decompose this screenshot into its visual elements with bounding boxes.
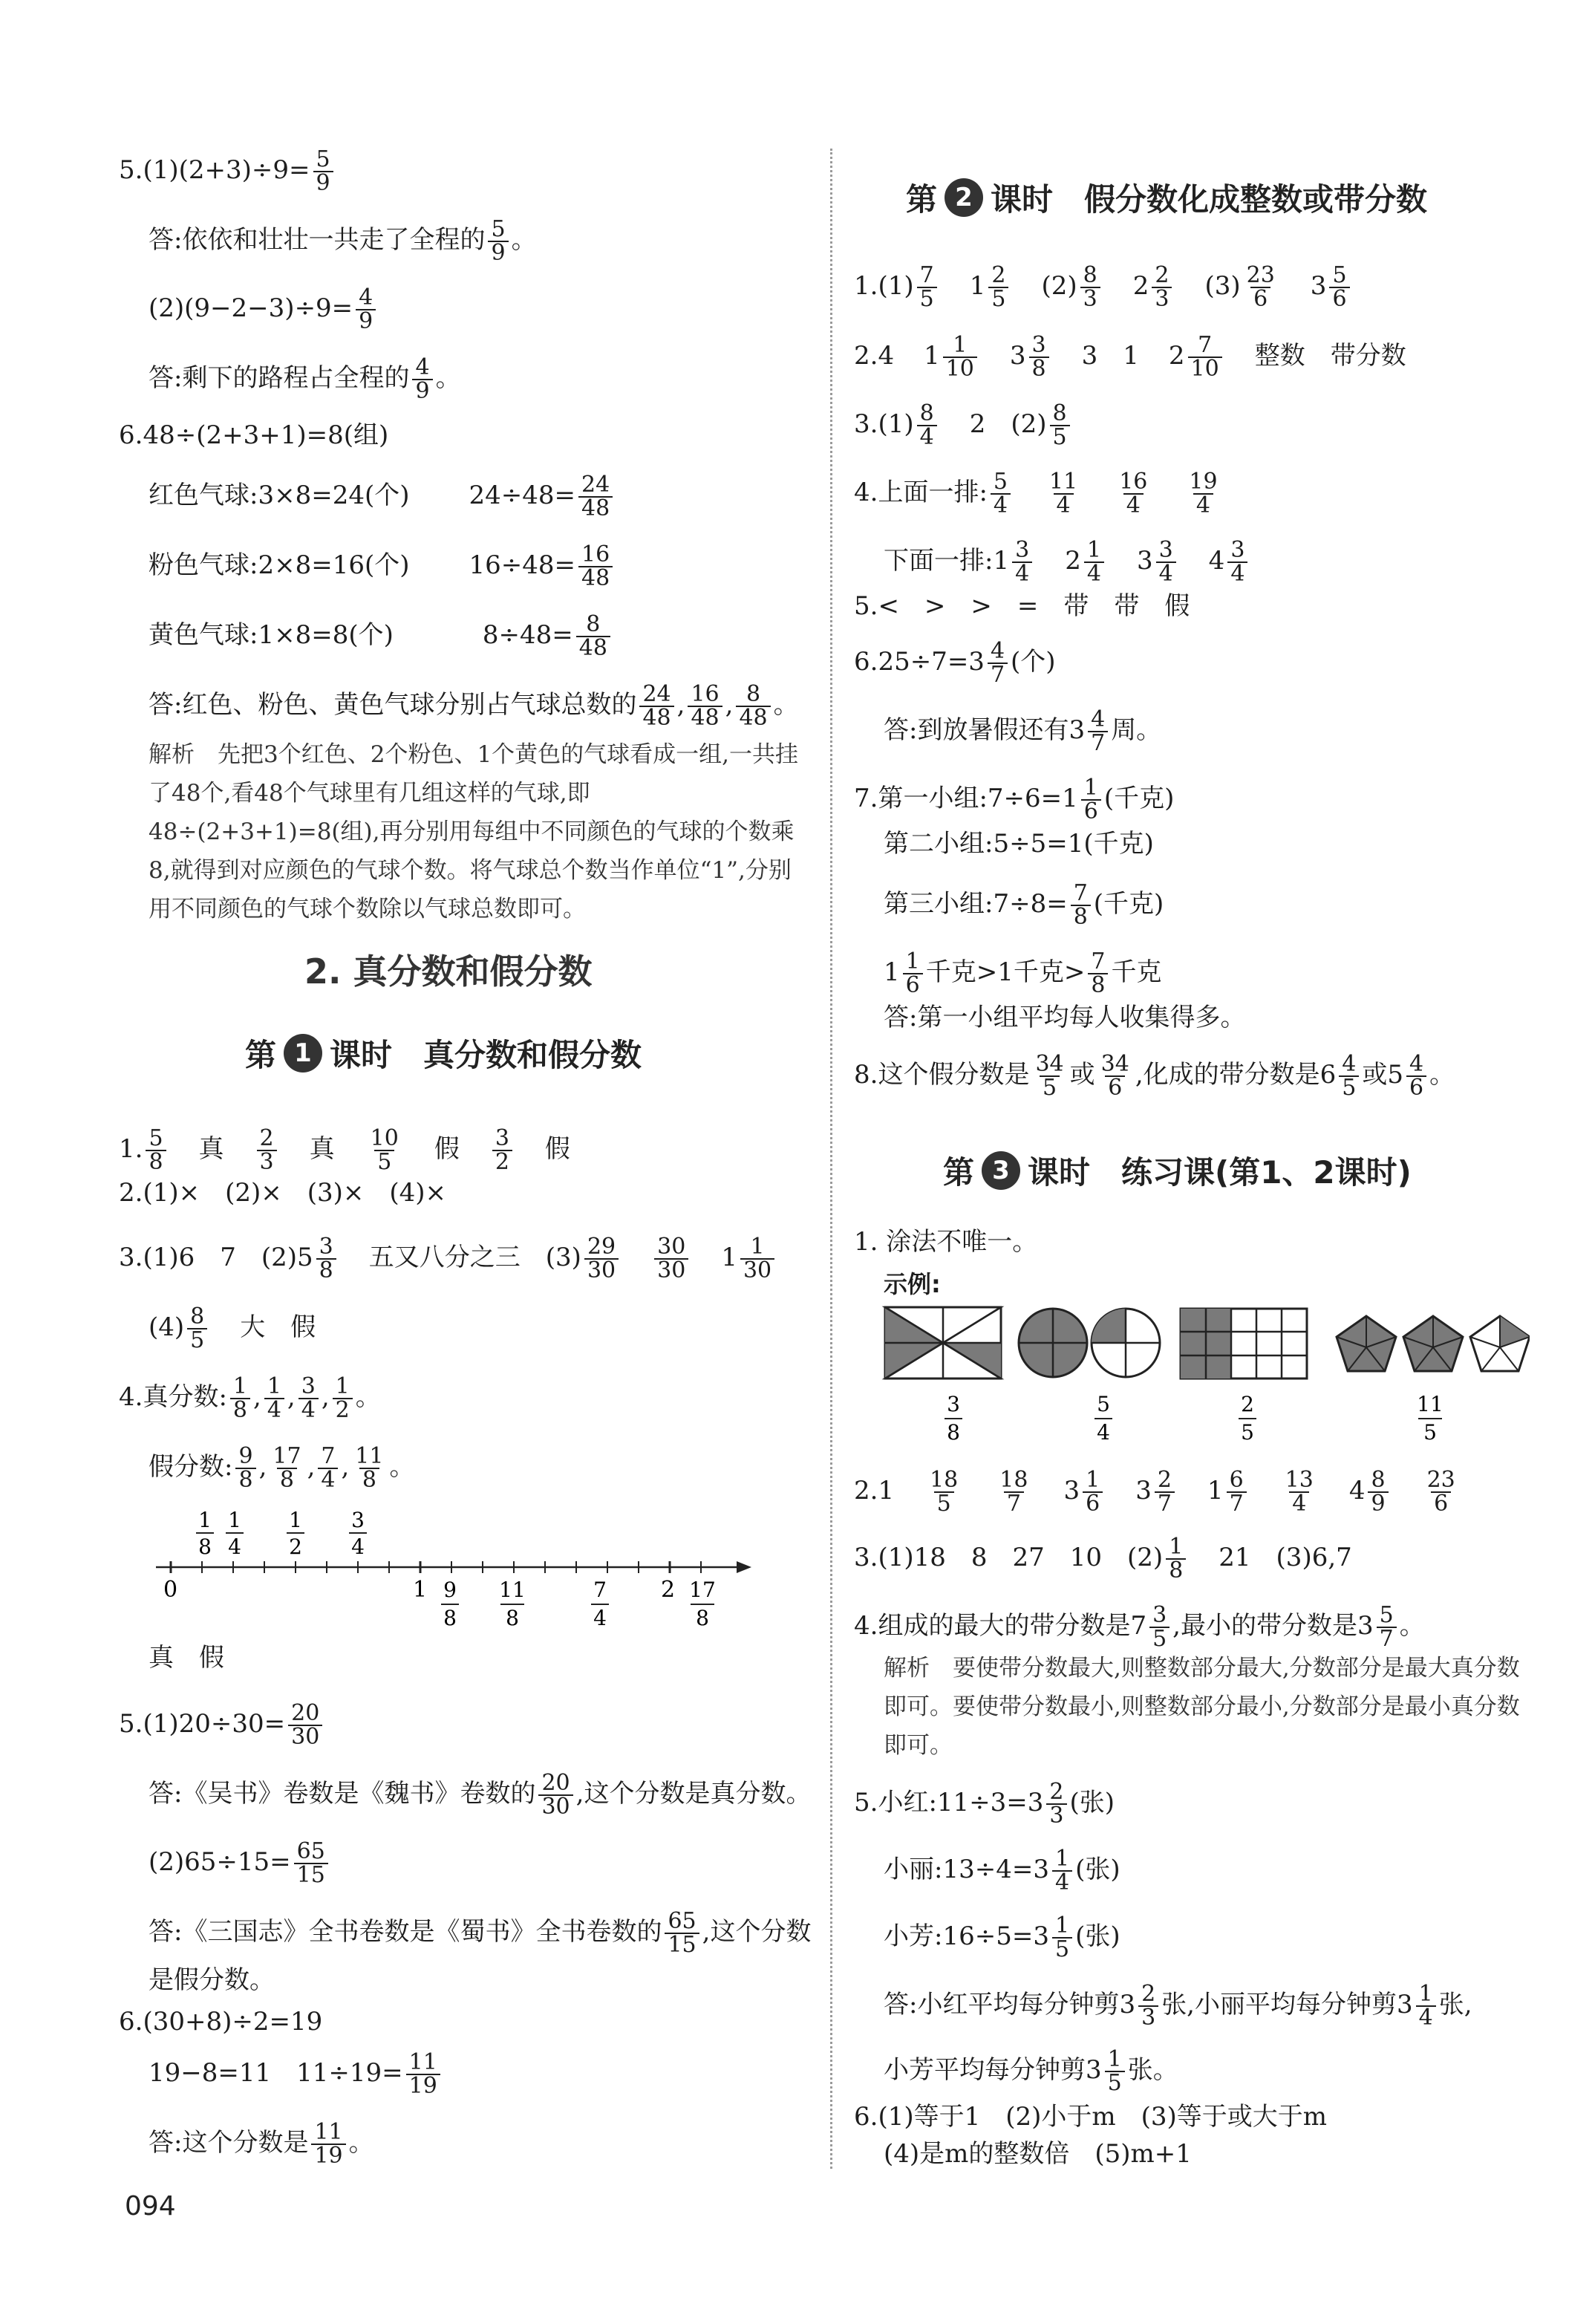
l1-q3b: (4) $\frac{8}{5}$ 大 假	[149, 1303, 316, 1353]
r-q7-line2: 第二小组:5÷5=1(千克)	[884, 829, 1154, 859]
lesson-number-badge: 3	[982, 1151, 1020, 1190]
left-q5-line4: 答:剩下的路程占全程的 $\frac{4}{9}$ 。	[149, 354, 461, 404]
fig-label-num: 2	[1241, 1392, 1254, 1416]
lesson-number-badge: 1	[284, 1034, 322, 1073]
r-q8: 8.这个假分数是 $\frac{34}{5}$ 或 $\frac{34}{6}$ ,化成的带分数是6 $\frac{4}{5}$ 或5 $\frac{4}{6}$ 。	[854, 1051, 1455, 1101]
fig-label-den: 4	[1097, 1420, 1110, 1445]
number-line-top-labels	[196, 1508, 367, 1559]
left-q6-yellow: 黄色气球:1×8=8(个) 8÷48= $\frac{8}{48}$	[149, 613, 613, 660]
nl-top-den: 8	[198, 1534, 212, 1559]
r-q4b: 下面一排:1 $\frac{3}{4}$ 2 $\frac{1}{4}$ 3 $\frac{3}{4}$ 4 $\frac{3}{4}$	[884, 539, 1250, 585]
left-q6-answer: 答:红色、粉色、黄色气球分别占气球总数的 $\frac{24}{48}$ , $\frac{16}{48}$ , $\frac{8}{48}$ 。	[149, 681, 799, 731]
nl-top-den: 4	[351, 1534, 365, 1559]
lesson-2-heading: 第 2 课时 假分数化成整数或带分数	[906, 175, 1427, 220]
fraction: $\frac{4}{9}$	[356, 287, 376, 333]
p4-analysis: 解析 要使带分数最大,则整数部分最大,分数部分是最大真分数即可。要使带分数最小,则整数部分最小,分数部分是最小真分数即可。	[884, 1655, 1520, 1759]
section-title: 2. 真分数和假分数	[304, 951, 593, 992]
number-line-two: 2	[661, 1577, 676, 1603]
p5-line2: 小丽:13÷4=3 $\frac{1}{4}$ (张)	[884, 1846, 1120, 1895]
r-q4a: 4.上面一排: $\frac{5}{4}$ $\frac{11}{4}$ $\frac{16}{4}$ $\frac{19}{4}$	[854, 469, 1218, 518]
nl-bottom-num: 7	[593, 1578, 607, 1602]
nl-top-den: 4	[228, 1534, 241, 1559]
left-q5-line1: 5.(1)(2+3)÷9= $\frac{5}{9}$	[119, 149, 336, 195]
l1-q6-line2: 19−8=11 11÷19= $\frac{11}{19}$	[149, 2051, 443, 2097]
left-q6-red: 红色气球:3×8=24(个) 24÷48= $\frac{24}{48}$	[149, 474, 616, 520]
nl-bottom-num: 11	[499, 1578, 526, 1602]
p2: 2.1 $\frac{18}{5}$ $\frac{18}{7}$ 3 $\frac{1}{6}$ 3 $\frac{2}{7}$ 1 $\frac{6}{7}$ $\frac{13}{4}$ 4 $\frac{8}{9}$ $\frac{23}{6}$	[854, 1467, 1455, 1517]
fraction: $\frac{4}{9}$	[412, 357, 432, 403]
l1-q2: 2.(1)× (2)× (3)× (4)×	[119, 1178, 447, 1208]
left-q5-line3: (2)(9−2−3)÷9= $\frac{4}{9}$	[149, 287, 379, 333]
fraction: $\frac{5}{9}$	[488, 218, 508, 264]
p6-line2: (4)是m的整数倍 (5)m+1	[884, 2139, 1192, 2169]
nl-bottom-den: 4	[593, 1606, 607, 1630]
figure-rectangle-eighths	[885, 1307, 1001, 1379]
p6-line1: 6.(1)等于1 (2)小于m (3)等于或大于m	[854, 2102, 1328, 2132]
fig-label-num: 5	[1097, 1392, 1110, 1416]
p5-line1: 5.小红:11÷3=3 $\frac{2}{3}$ (张)	[854, 1779, 1115, 1829]
nl-top-num: 1	[198, 1508, 212, 1532]
left-q6-line1: 6.48÷(2+3+1)=8(组)	[119, 420, 389, 450]
l1-q5-line4: 答:《三国志》全书卷数是《蜀书》全书卷数的 $\frac{65}{15}$ ,这个分数	[149, 1908, 812, 1958]
fig-label-den: 5	[1423, 1420, 1437, 1445]
fraction: $\frac{24}{48}$	[639, 683, 673, 729]
figure-circles-quarters	[1019, 1309, 1160, 1377]
r-q7-line5: 答:第一小组平均每人收集得多。	[884, 1003, 1246, 1032]
r-q1: 1.(1) $\frac{7}{5}$ 1 $\frac{2}{5}$ (2) $\frac{8}{3}$ 2 $\frac{2}{3}$ (3) $\frac{23}{6}$ 3 $\frac{5}{6}$	[854, 264, 1353, 310]
l1-q5-line5: 是假分数。	[149, 1965, 275, 1995]
p1-text: 1. 涂法不唯一。	[854, 1227, 1038, 1257]
fraction: $\frac{16}{48}$	[688, 683, 722, 729]
p1-example-label: 示例:	[884, 1270, 941, 1298]
fig-label-num: 11	[1417, 1392, 1443, 1416]
fig-label-num: 3	[947, 1392, 960, 1416]
left-q6-pink: 粉色气球:2×8=16(个) 16÷48= $\frac{16}{48}$	[149, 544, 616, 590]
l1-q5-line1: 5.(1)20÷30= $\frac{20}{30}$	[119, 1702, 325, 1748]
r-q2: 2.4 1 $\frac{1}{10}$ 3 $\frac{3}{8}$ 3 1 2 $\frac{7}{10}$ 整数 带分数	[854, 332, 1406, 382]
fraction: $\frac{8}{48}$	[576, 613, 610, 660]
l1-q4b: 假分数: $\frac{9}{8}$ , $\frac{17}{8}$ , $\frac{7}{4}$ , $\frac{11}{8}$ 。	[149, 1443, 415, 1493]
l1-q4c: 真 假	[149, 1643, 224, 1673]
l1-q4a: 4.真分数: $\frac{1}{8}$ , $\frac{1}{4}$ , $\frac{3}{4}$ , $\frac{1}{2}$ 。	[119, 1373, 381, 1423]
number-line	[149, 1500, 757, 1634]
l1-q5-line3: (2)65÷15= $\frac{65}{15}$	[149, 1840, 331, 1887]
shading-figures	[876, 1300, 1530, 1448]
l1-q6-line1: 6.(30+8)÷2=19	[119, 2007, 323, 2037]
p3: 3.(1)18 8 27 10 (2) $\frac{1}{8}$ 21 (3)6,7	[854, 1534, 1352, 1583]
l1-q6-line3: 答:这个分数是 $\frac{11}{19}$ 。	[149, 2119, 374, 2169]
nl-bottom-den: 8	[443, 1606, 457, 1630]
l1-q1: 1. $\frac{5}{8}$ 真 $\frac{2}{3}$ 真 $\frac{10}{5}$ 假 $\frac{3}{2}$ 假	[119, 1125, 570, 1175]
nl-bottom-num: 17	[689, 1578, 716, 1602]
fraction: $\frac{8}{48}$	[736, 683, 770, 729]
nl-top-num: 1	[289, 1508, 302, 1532]
r-q3: 3.(1) $\frac{8}{4}$ 2 (2) $\frac{8}{5}$	[854, 403, 1073, 449]
r-q7-line1: 7.第一小组:7÷6=1 $\frac{1}{6}$ (千克)	[854, 775, 1175, 824]
p5-line4: 答:小红平均每分钟剪3 $\frac{2}{3}$ 张,小丽平均每分钟剪3 $\frac{1}{4}$ 张,	[884, 1981, 1472, 2031]
lesson-3-heading: 第 3 课时 练习课(第1、2课时)	[943, 1148, 1412, 1193]
figure-grid-fifths	[1181, 1309, 1307, 1379]
l1-q3: 3.(1)6 7 (2)5 $\frac{3}{8}$ 五又八分之三 (3) $\frac{29}{30}$ $\frac{30}{30}$ 1 $\frac{1}{30}$	[119, 1236, 777, 1282]
p4: 4.组成的最大的带分数是7 $\frac{3}{5}$ ,最小的带分数是3 $\frac{5}{7}$ 。	[854, 1602, 1425, 1652]
fraction: $\frac{24}{48}$	[578, 474, 613, 520]
fraction: $\frac{16}{48}$	[578, 544, 613, 590]
p5-line5: 小芳平均每分钟剪3 $\frac{1}{5}$ 张。	[884, 2046, 1178, 2096]
r-q7-line3: 第三小组:7÷8= $\frac{7}{8}$ (千克)	[884, 880, 1164, 930]
lesson-1-heading: 第 1 课时 真分数和假分数	[245, 1031, 642, 1075]
l1-q5-line2: 答:《吴书》卷数是《魏书》卷数的 $\frac{20}{30}$ ,这个分数是真分数。	[149, 1770, 812, 1820]
nl-top-den: 2	[289, 1534, 302, 1559]
p5-line3: 小芳:16÷5=3 $\frac{1}{5}$ (张)	[884, 1913, 1120, 1962]
nl-bottom-den: 8	[506, 1606, 519, 1630]
fig-label-den: 8	[947, 1420, 960, 1445]
r-q5: 5.< > > = 带 带 假	[854, 591, 1190, 621]
nl-bottom-num: 9	[443, 1578, 457, 1602]
r-q6-line1: 6.25÷7=3 $\frac{4}{7}$ (个)	[854, 638, 1056, 688]
left-q5-line2: 答:依依和壮壮一共走了全程的 $\frac{5}{9}$ 。	[149, 216, 537, 266]
fraction: $\frac{5}{9}$	[313, 149, 333, 195]
r-q6-line2: 答:到放暑假还有3 $\frac{4}{7}$ 周。	[884, 706, 1162, 756]
number-line-one: 1	[413, 1577, 428, 1603]
figure-pentagons	[1337, 1316, 1530, 1371]
number-line-zero: 0	[163, 1577, 178, 1603]
lesson-number-badge: 2	[945, 178, 983, 217]
nl-top-num: 3	[351, 1508, 365, 1532]
fig-label-den: 5	[1241, 1420, 1254, 1445]
page-number: 094	[125, 2191, 176, 2222]
arrow-right-icon	[737, 1561, 751, 1573]
figure-labels	[945, 1392, 1443, 1445]
r-q7-line4: 1 $\frac{1}{6}$ 千克>1千克> $\frac{7}{8}$ 千克	[884, 948, 1162, 998]
nl-bottom-den: 8	[696, 1606, 709, 1630]
left-q6-analysis: 解析 先把3个红色、2个粉色、1个黄色的气球看成一组,一共挂了48个,看48个气球里有几组这样的气球,即48÷(2+3+1)=8(组),再分别用每组中不同颜色的气球的个数乘8,就得到对应颜色的气球个数。将气球总个数当作单位“1”,分别用不同颜色的气球个数除以气球总数即可。	[149, 741, 799, 922]
nl-top-num: 1	[228, 1508, 241, 1532]
column-divider	[830, 149, 832, 2169]
